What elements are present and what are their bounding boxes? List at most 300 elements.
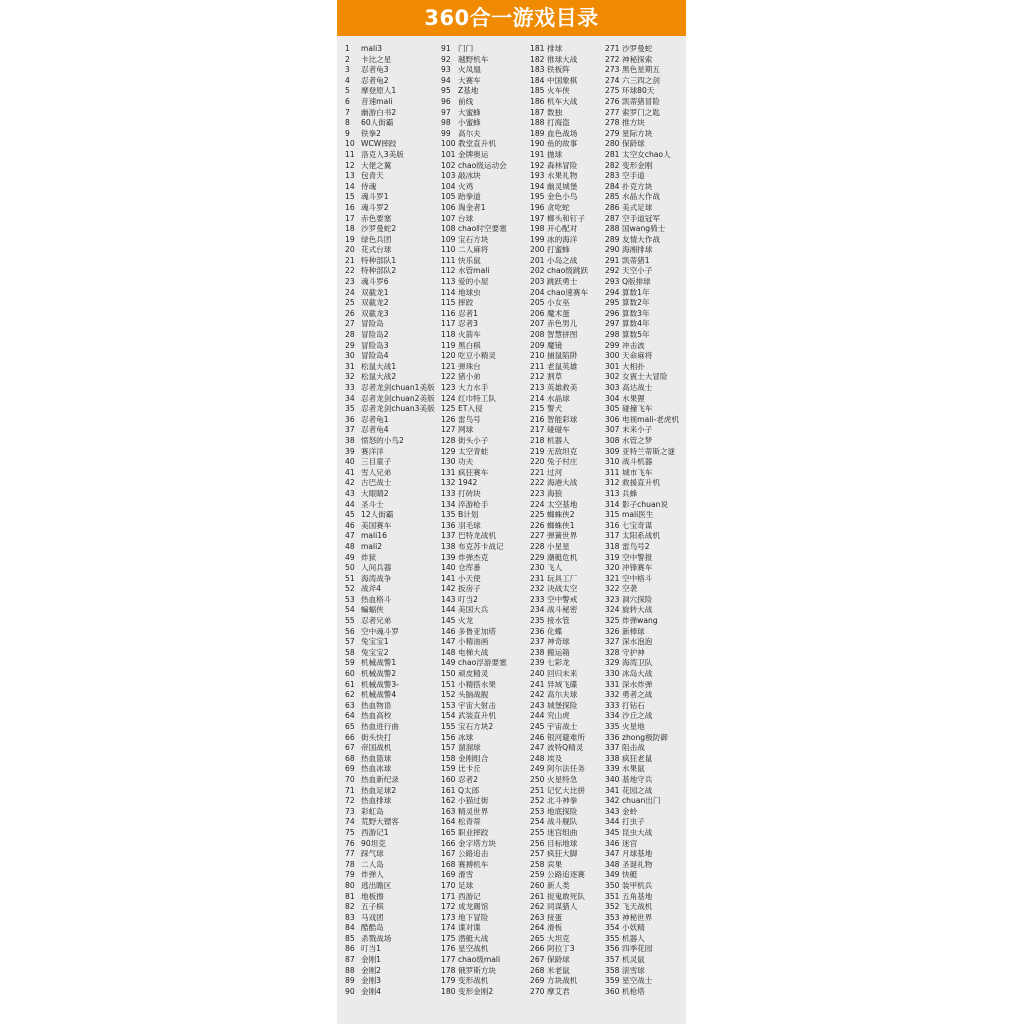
game-number: 310	[605, 457, 620, 467]
game-entry	[345, 743, 437, 754]
game-name: 沙罗曼蛇2	[361, 224, 397, 234]
game-name: 炸弹杰克	[458, 552, 489, 562]
game-number: 189	[530, 128, 545, 138]
game-number: 315	[605, 510, 620, 520]
game-number: 202	[530, 266, 545, 276]
game-name: 忍者龟1	[361, 414, 389, 424]
game-name: 忍者3	[458, 319, 479, 329]
game-name: 西游记	[458, 891, 481, 901]
game-name: 金蛉	[622, 806, 638, 816]
game-name: 新棒球	[622, 626, 645, 636]
game-number: 112	[441, 266, 456, 276]
game-name: 冒险岛2	[361, 330, 389, 340]
game-entry	[441, 44, 533, 55]
game-number: 201	[530, 255, 545, 265]
game-number: 161	[441, 785, 456, 795]
game-name: 疯狂赛车	[458, 467, 489, 477]
game-entry	[605, 372, 697, 383]
game-entry	[441, 531, 533, 542]
game-entry	[605, 531, 697, 542]
game-name: 过河	[547, 467, 563, 477]
game-entry	[605, 849, 697, 860]
game-entry	[605, 658, 697, 669]
game-name: 深水泡泡	[622, 637, 653, 647]
game-number: 312	[605, 478, 620, 488]
game-name: 地下冒险	[458, 912, 489, 922]
game-entry	[605, 65, 697, 76]
game-name: 智慧拼图	[547, 330, 578, 340]
game-name: 海港大战	[547, 478, 578, 488]
game-entry	[605, 690, 697, 701]
game-name: 金刚组合	[458, 753, 489, 763]
game-entry	[345, 839, 437, 850]
game-number: 126	[441, 414, 456, 424]
game-entry	[441, 118, 533, 129]
game-entry	[345, 669, 437, 680]
game-number: 304	[605, 393, 620, 403]
game-name: mali医生	[622, 510, 654, 520]
game-number: 358	[605, 965, 620, 975]
game-entry	[441, 542, 533, 553]
game-name: 星际方块	[622, 128, 653, 138]
game-entry	[345, 235, 437, 246]
game-name: 搬运箱	[547, 647, 570, 657]
game-number: 125	[441, 404, 456, 414]
game-name: 大蜜蜂	[458, 107, 481, 117]
game-number: 281	[605, 149, 620, 159]
game-name: mali16	[361, 531, 387, 541]
game-number: 106	[441, 202, 456, 212]
game-entry	[441, 976, 533, 987]
game-name: 双截龙2	[361, 298, 389, 308]
game-name: 松鼠大战2	[361, 372, 397, 382]
game-number: 186	[530, 96, 545, 106]
game-entry	[345, 902, 437, 913]
game-name: 绿色兵团	[361, 234, 392, 244]
game-name: 热血排球	[361, 796, 392, 806]
game-name: 星空战士	[622, 976, 653, 986]
game-number: 303	[605, 383, 620, 392]
game-number: 98	[441, 118, 451, 128]
game-entry	[605, 245, 697, 256]
game-name: 金牌奥运	[458, 149, 489, 159]
game-name: 冲击波	[622, 340, 645, 350]
game-entry	[605, 743, 697, 754]
game-number: 316	[605, 520, 620, 530]
game-entry	[345, 309, 437, 320]
game-number: 163	[441, 806, 456, 816]
game-entry	[345, 764, 437, 775]
game-entry	[605, 966, 697, 977]
game-entry	[345, 796, 437, 807]
game-name: 水管之梦	[622, 435, 653, 445]
game-name: 蜘蛛侠1	[547, 520, 575, 530]
game-name: 战斗机器	[622, 457, 653, 467]
game-number: 17	[345, 213, 355, 223]
game-number: 113	[441, 277, 456, 287]
game-number: 342	[605, 796, 620, 806]
game-name: 火凤凰	[458, 65, 481, 75]
game-name: 美国赛车	[361, 520, 392, 530]
game-name: 未来小子	[622, 425, 653, 435]
game-entry	[605, 584, 697, 595]
game-name: 赛洋洋	[361, 446, 384, 456]
game-name: 忍者龟3	[361, 65, 389, 75]
game-number: 67	[345, 743, 355, 753]
game-entry	[345, 817, 437, 828]
game-name: 方块战机	[547, 976, 578, 986]
game-number: 321	[605, 573, 620, 583]
game-entry	[345, 266, 437, 277]
game-number: 77	[345, 849, 355, 859]
game-name: 打砖块	[458, 488, 481, 498]
game-name: 空中格斗	[622, 573, 653, 583]
game-name: chao级跳跃	[547, 266, 589, 276]
game-number: 248	[530, 753, 545, 763]
game-number: 232	[530, 584, 545, 594]
game-entry	[605, 319, 697, 330]
game-entry	[605, 383, 697, 394]
game-number: 218	[530, 435, 545, 445]
game-name: 同谋猎人	[547, 902, 578, 912]
game-entry	[441, 902, 533, 913]
game-name: 天空小子	[622, 266, 653, 276]
game-entry	[441, 690, 533, 701]
game-entry	[441, 277, 533, 288]
game-name: 幽游白书2	[361, 107, 397, 117]
game-entry	[605, 616, 697, 627]
game-name: 基地守兵	[622, 774, 653, 784]
game-name: 兔宝宝1	[361, 637, 389, 647]
game-number: 223	[530, 488, 545, 498]
game-name: 羽毛球	[458, 520, 481, 530]
game-number: 16	[345, 202, 355, 212]
game-number: 55	[345, 616, 355, 626]
game-name: 天命麻将	[622, 351, 653, 361]
game-name: 炸弹wang	[622, 616, 658, 626]
game-number: 117	[441, 319, 456, 329]
game-number: 254	[530, 817, 545, 827]
game-number: 346	[605, 838, 620, 848]
game-entry	[441, 192, 533, 203]
game-entry	[441, 817, 533, 828]
game-entry	[345, 733, 437, 744]
game-name: 机械战警3-	[361, 679, 399, 689]
game-entry	[605, 510, 697, 521]
game-name: 火车侠	[547, 86, 570, 96]
game-name: 五角基地	[622, 891, 653, 901]
game-entry	[345, 108, 437, 119]
game-name: 教堂直升机	[458, 139, 496, 149]
game-entry	[441, 807, 533, 818]
game-entry	[345, 955, 437, 966]
game-name: 回归未来	[547, 669, 578, 679]
game-name: 越野机车	[458, 54, 489, 64]
game-name: 彩虹岛	[361, 806, 384, 816]
game-number: 35	[345, 404, 355, 414]
game-number: 52	[345, 584, 355, 594]
game-name: 小精油画	[458, 637, 489, 647]
game-number: 327	[605, 637, 620, 647]
game-number: 265	[530, 933, 545, 943]
game-number: 164	[441, 817, 456, 827]
game-name: 火星特急	[547, 774, 578, 784]
game-name: 英雄救美	[547, 383, 578, 392]
game-name: 地底探险	[547, 806, 578, 816]
game-number: 313	[605, 488, 620, 498]
game-name: 兵蜂	[622, 488, 638, 498]
game-number: 198	[530, 224, 545, 234]
game-name: 地球虫	[458, 287, 481, 297]
game-name: 埃及	[547, 753, 563, 763]
game-number: 30	[345, 351, 355, 361]
game-name: 淬游枪手	[458, 499, 489, 509]
game-entry	[605, 828, 697, 839]
game-number: 177	[441, 955, 456, 965]
game-name: 大眼睛2	[361, 488, 389, 498]
game-name: 女賓士大冒险	[622, 372, 668, 382]
game-entry	[441, 648, 533, 659]
game-entry	[605, 574, 697, 585]
game-entry	[605, 478, 697, 489]
game-number: 169	[441, 870, 456, 880]
game-number: 94	[441, 75, 451, 85]
game-name: 武装直升机	[458, 711, 496, 721]
game-name: 智能彩球	[547, 414, 578, 424]
game-name: 保龄球	[547, 955, 570, 965]
game-entry	[441, 934, 533, 945]
game-name: 宇宙战士	[547, 722, 578, 731]
game-name: 冰岛大战	[622, 669, 653, 679]
game-name: 人间兵器	[361, 563, 392, 573]
game-name: 忍者龟4	[361, 425, 389, 435]
game-number: 288	[605, 224, 620, 234]
game-name: 推球大战	[547, 54, 578, 64]
game-entry	[345, 415, 437, 426]
game-name: 美国大兵	[458, 605, 489, 615]
game-number: 185	[530, 86, 545, 96]
game-number: 20	[345, 245, 355, 255]
game-name: 金刚3	[361, 976, 382, 986]
game-name: 公路追逐赛	[547, 870, 585, 880]
game-entry	[345, 711, 437, 722]
game-entry	[605, 214, 697, 225]
game-name: 打钻石	[622, 700, 645, 710]
game-name: 冒险岛4	[361, 351, 389, 361]
game-number: 217	[530, 425, 545, 435]
game-entry	[441, 330, 533, 341]
game-number: 151	[441, 679, 456, 689]
game-name: 疯狂老鼠	[622, 753, 653, 763]
game-name: 波特Q精灵	[547, 743, 584, 753]
game-number: 291	[605, 255, 620, 265]
game-entry	[345, 468, 437, 479]
game-name: B计划	[458, 510, 479, 520]
game-name: 黑白棋	[458, 340, 481, 350]
game-number: 28	[345, 330, 355, 340]
game-number: 80	[345, 880, 355, 890]
game-name: 逃出瞻区	[361, 880, 392, 890]
game-entry	[345, 807, 437, 818]
game-name: 打海盗	[547, 118, 570, 128]
game-name: 城市飞车	[622, 467, 653, 477]
game-number: 118	[441, 330, 456, 340]
game-name: 前线	[458, 96, 474, 106]
game-entry	[441, 182, 533, 193]
game-number: 41	[345, 467, 355, 477]
game-number: 130	[441, 457, 456, 467]
game-entry	[441, 351, 533, 362]
game-name: 特种部队1	[361, 255, 397, 265]
game-number: 111	[441, 255, 456, 265]
game-number: 174	[441, 923, 456, 933]
game-number: 178	[441, 965, 456, 975]
game-number: 108	[441, 224, 456, 234]
game-entry	[441, 224, 533, 235]
game-name: 海狼	[547, 488, 563, 498]
game-number: 195	[530, 192, 545, 202]
game-name: 机灵鼠	[622, 955, 645, 965]
game-number: 330	[605, 669, 620, 679]
game-name: 头脑战舰	[458, 690, 489, 700]
game-name: 抛球	[547, 149, 563, 159]
game-name: 炸狱	[361, 552, 377, 562]
game-entry	[345, 319, 437, 330]
game-number: 273	[605, 65, 620, 75]
game-entry	[605, 394, 697, 405]
game-number: 154	[441, 711, 456, 721]
game-name: 三目童子	[361, 457, 392, 467]
game-entry	[441, 658, 533, 669]
game-name: 幽灵城堡	[547, 181, 578, 191]
game-name: chao级mali	[458, 955, 501, 965]
game-entry	[441, 860, 533, 871]
game-entry	[345, 44, 437, 55]
game-entry	[605, 425, 697, 436]
game-entry	[605, 944, 697, 955]
game-entry	[441, 76, 533, 87]
game-entry	[441, 362, 533, 373]
game-entry	[605, 669, 697, 680]
game-name: 飞天战机	[622, 902, 653, 912]
game-entry	[605, 139, 697, 150]
game-number: 277	[605, 107, 620, 117]
game-number: 140	[441, 563, 456, 573]
game-number: 181	[530, 44, 545, 53]
game-name: 高尔夫球	[547, 690, 578, 700]
game-number: 301	[605, 361, 620, 371]
game-number: 141	[441, 573, 456, 583]
game-number: 250	[530, 774, 545, 784]
game-entry	[345, 224, 437, 235]
game-name: 水晶球	[547, 393, 570, 403]
game-name: 神奇球	[547, 637, 570, 647]
game-number: 240	[530, 669, 545, 679]
game-number: 296	[605, 308, 620, 318]
game-entry	[605, 913, 697, 924]
game-number: 359	[605, 976, 620, 986]
game-number: 86	[345, 944, 355, 954]
game-name: 旋转大战	[622, 605, 653, 615]
game-name: 阿拉丁3	[547, 944, 575, 954]
game-entry	[605, 86, 697, 97]
game-entry	[345, 425, 437, 436]
game-number: 244	[530, 711, 545, 721]
game-name: 数独	[547, 107, 563, 117]
game-number: 350	[605, 880, 620, 890]
game-name: 深水炸弹	[622, 679, 653, 689]
game-entry	[441, 55, 533, 66]
game-name: 排球	[547, 44, 563, 53]
game-number: 122	[441, 372, 456, 382]
game-entry	[605, 76, 697, 87]
game-entry	[605, 97, 697, 108]
game-number: 268	[530, 965, 545, 975]
game-name: 米老鼠	[547, 965, 570, 975]
game-name: 碰碰车	[547, 425, 570, 435]
game-entry	[605, 817, 697, 828]
game-number: 65	[345, 722, 355, 731]
game-number: 11	[345, 149, 355, 159]
game-entry	[605, 701, 697, 712]
game-entry	[605, 298, 697, 309]
game-name: 溜溜球	[458, 743, 481, 753]
game-number: 194	[530, 181, 545, 191]
game-number: 138	[441, 541, 456, 551]
game-entry	[441, 203, 533, 214]
game-number: 149	[441, 658, 456, 668]
game-number: 188	[530, 118, 545, 128]
game-number: 129	[441, 446, 456, 456]
game-name: 冰球	[458, 732, 474, 742]
game-name: 机器人	[622, 933, 645, 943]
game-name: 松鼠大战1	[361, 361, 397, 371]
game-entry	[345, 584, 437, 595]
game-name: 阻击战	[622, 743, 645, 753]
game-name: 松青蒂	[458, 817, 481, 827]
game-entry	[345, 563, 437, 574]
game-number: 320	[605, 563, 620, 573]
game-number: 221	[530, 467, 545, 477]
game-name: 变形战机	[458, 976, 489, 986]
game-entry	[345, 701, 437, 712]
game-entry	[605, 118, 697, 129]
game-name: 愤怒的小鸟2	[361, 435, 404, 445]
game-entry	[345, 383, 437, 394]
game-number: 90	[345, 986, 355, 996]
game-entry	[605, 341, 697, 352]
game-name: 捉鬼敢死队	[547, 891, 585, 901]
game-name: 音速mali	[361, 96, 393, 106]
game-number: 132	[441, 478, 456, 488]
game-entry	[345, 256, 437, 267]
game-entry	[345, 722, 437, 733]
game-name: 洛克人3美版	[361, 149, 404, 159]
game-entry	[605, 680, 697, 691]
game-name: 火鸡	[458, 181, 474, 191]
game-name: 海湾战争	[361, 573, 392, 583]
game-entry	[345, 150, 437, 161]
game-number: 241	[530, 679, 545, 689]
game-entry	[345, 394, 437, 405]
game-name: 双截龙1	[361, 287, 389, 297]
game-number: 334	[605, 711, 620, 721]
game-name: 摩艾君	[547, 986, 570, 996]
game-number: 92	[441, 54, 451, 64]
game-name: 忍者龙剑chuan3美版	[361, 404, 435, 414]
game-name: 星空战机	[458, 944, 489, 954]
game-entry	[345, 489, 437, 500]
